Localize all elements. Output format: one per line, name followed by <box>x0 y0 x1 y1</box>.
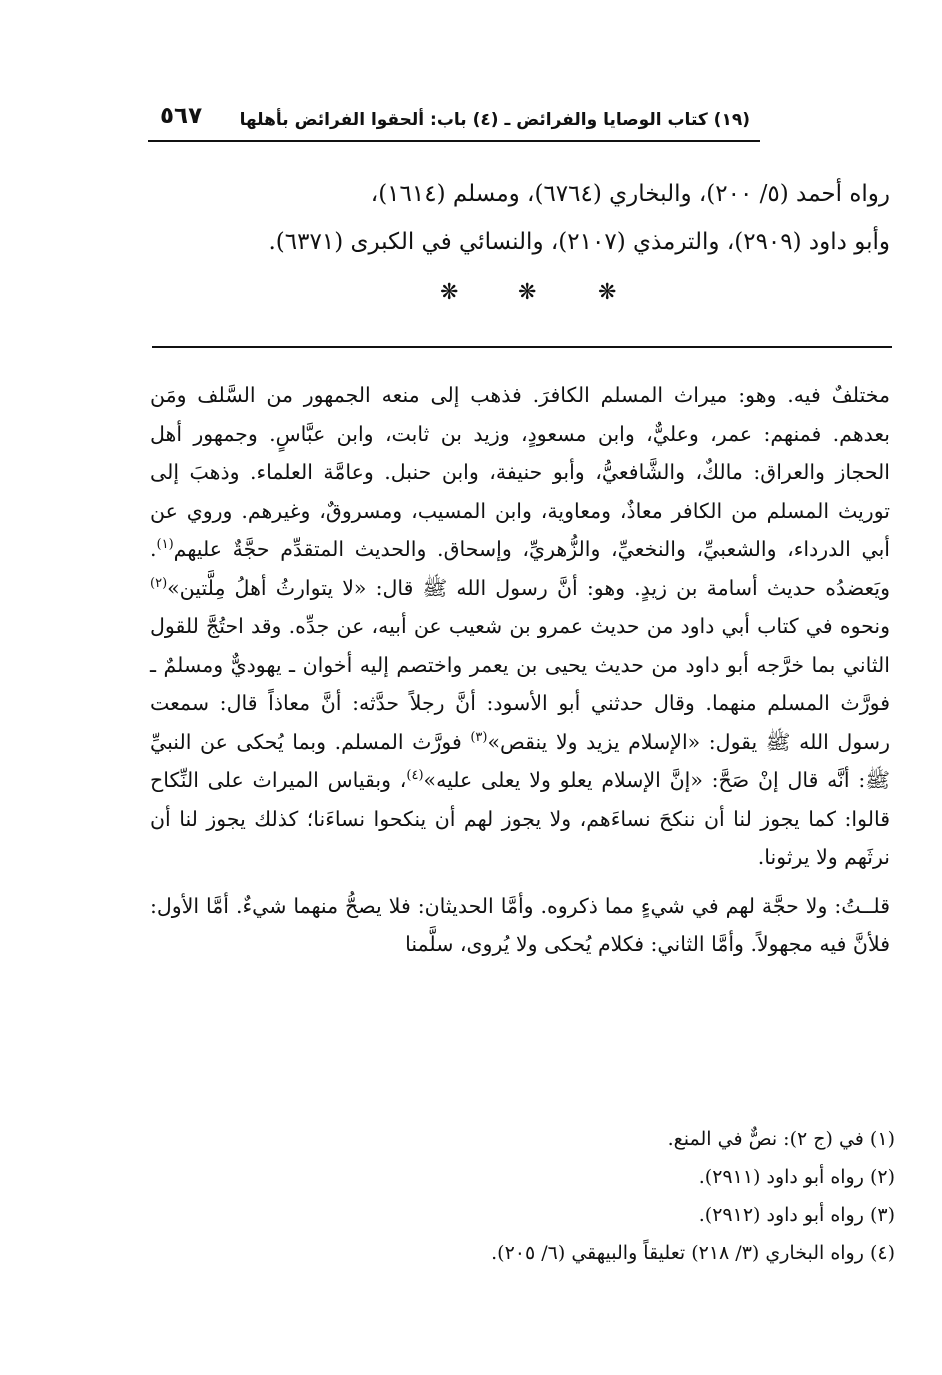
footnote-marker: (٣) <box>470 729 488 745</box>
ornament-star: ❋ <box>598 280 617 305</box>
footnote: (١) في (ج ٢): نصٌّ في المنع. <box>667 1128 895 1150</box>
footnotes <box>150 1120 895 1272</box>
commentary-paragraph <box>150 376 890 877</box>
footnote-marker: (٤) <box>406 768 424 784</box>
footnote-marker: (١) <box>156 537 174 553</box>
citation-line: رواه أحمد (٥/ ٢٠٠)، والبخاري (٦٧٦٤)، ومسلم (١٦١٤)، <box>370 181 890 207</box>
ornament-star: ❋ <box>440 280 459 305</box>
commentary-segment: فورَّث المسلم. وبما يُحكى عن النبيِّ ﷺ: أنَّه قال إنْ صَحَّ: «إنَّ الإسلام يعلو ولا يعلى عليه» <box>150 729 890 792</box>
commentary-segment: . ويَعضدُه حديث أسامة بن زيدٍ. وهو: أنَّ رسول الله ﷺ قال: «لا يتوارثُ أهلُ مِلَّتين» <box>150 537 890 600</box>
header-divider <box>148 140 760 142</box>
commentary-text <box>150 376 890 974</box>
hadith-source-citation <box>150 170 890 266</box>
commentary-paragraph: قلــتُ: ولا حجَّة لهم في شيءٍ مما ذكروه. وأمَّا الحديثان: فلا يصحُّ منهما شيءٌ. أمَّا الأول: فلأنَّ فيه مجهولاً. وأمَّا الثاني: فكلام يُحكى ولا يُروى، سلَّمنا <box>150 893 890 956</box>
commentary-segment: ونحوه في كتاب أبي داود من حديث عمرو بن شعيب عن أبيه، عن جدِّه. وقد احتُجَّ للقول الثاني بما خرَّجه أبو داود من حديث يحيى بن يعمر واختصم إليه أخوان ـ يهوديٌّ ومسلمٌ ـ فورَّث المسلم منهما. وقال حدثني أبو الأسود: أنَّ رجلاً حدَّثه: أنَّ معاذاً قال: سمعت رسول الله ﷺ يقول: «الإسلام يزيد ولا ينقص» <box>150 614 890 754</box>
footnote: (٤) رواه البخاري (٣/ ٢١٨) تعليقاً والبيهقي (٦/ ٢٠٥). <box>491 1242 895 1264</box>
section-divider <box>152 346 892 348</box>
footnote: (٣) رواه أبو داود (٢٩١٢). <box>698 1204 895 1226</box>
citation-line: وأبو داود (٢٩٠٩)، والترمذي (٢١٠٧)، والنسائي في الكبرى (٦٣٧١). <box>268 229 890 255</box>
running-header <box>150 98 750 138</box>
chapter-title: (١٩) كتاب الوصايا والفرائض ـ (٤) باب: ألحقوا الفرائض بأهلها <box>239 110 750 130</box>
page-number: ٥٦٧ <box>160 103 203 129</box>
ornament-star: ❋ <box>518 280 537 305</box>
commentary-segment: ، وبقياس الميراث على النِّكاح قالوا: كما يجوز لنا أن ننكحَ نساءَهم، ولا يجوز لهم أن ينكحوا نساءَنا؛ كذلك يجوز لنا أن نرثَهم ولا يرثونا. <box>150 768 890 869</box>
commentary-segment: مختلفٌ فيه. وهو: ميراث المسلم الكافرَ. فذهب إلى منعه الجمهور من السَّلف ومَن بعدهم. فمنهم: عمر، وعليٌّ، وابن مسعودٍ، وزيد بن ثابت، وابن عبَّاسٍ. وجمهور أهل الحجاز والعراق: مالكٌ، والشَّافعيُّ، وأبو حنيفة، وابن حنبل. وعامَّة العلماء. وذهبَ إلى توريث المسلم من الكافر معاذٌ، ومعاوية، وابن المسيب، ومسروقٌ، وغيرهم. وروي عن أبي الدرداء، والشعبيِّ، والنخعيِّ، والزُّهريِّ، وإسحاق. والحديث المتقدِّم حجَّةٌ عليهم <box>150 383 890 561</box>
footnote: (٢) رواه أبو داود (٢٩١١). <box>698 1166 895 1188</box>
footnote-marker: (٢) <box>150 575 168 591</box>
